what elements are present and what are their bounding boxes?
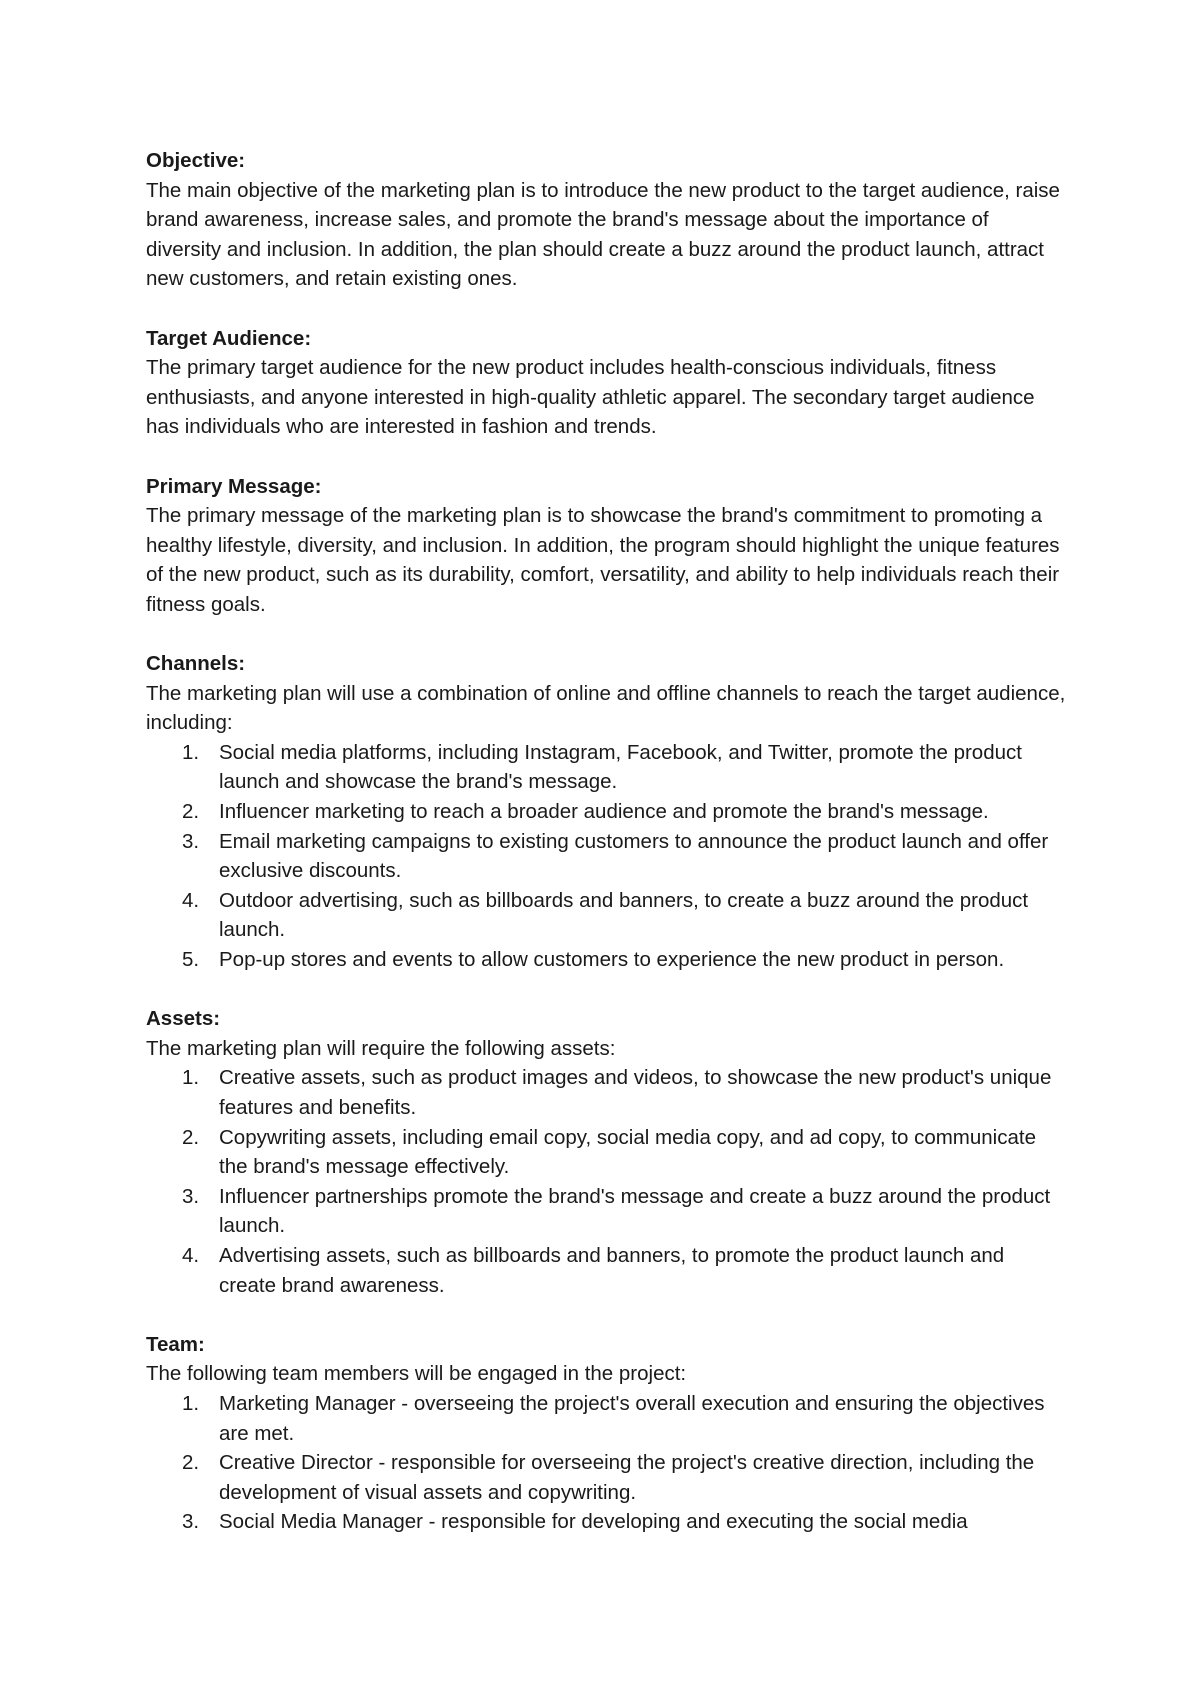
list-item-text: Marketing Manager - overseeing the project's overall execution and ensuring the objectives are met. (219, 1391, 1045, 1445)
section-paragraph: The marketing plan will use a combination of online and offline channels to reach the target audience, including: (146, 681, 1066, 735)
section-team (146, 1330, 1066, 1537)
section-heading: Assets: (146, 1007, 221, 1031)
list-item (146, 1389, 1066, 1448)
section-objective (146, 146, 1066, 294)
section-target-audience (146, 324, 1066, 442)
list-item-text: Creative assets, such as product images and videos, to showcase the new product's unique features and benefits. (219, 1066, 1052, 1119)
list-item-number: 1. (182, 740, 200, 764)
section-paragraph: The marketing plan will require the following assets: (146, 1036, 616, 1060)
list-item (146, 1063, 1066, 1122)
list-item (146, 738, 1066, 797)
list-item-number: 3. (182, 829, 200, 853)
list-item-number: 2. (182, 1125, 200, 1149)
list-item (146, 1507, 1066, 1537)
list-item-text: Outdoor advertising, such as billboards and banners, to create a buzz around the product launch. (219, 888, 1029, 942)
section-paragraph: The primary target audience for the new product includes health-conscious individuals, fitness enthusiasts, and anyone interested in high-quality athletic apparel. The secondary target audience has individuals who are interested in fashion and trends. (146, 356, 1035, 439)
list-item-number: 2. (182, 1451, 200, 1475)
list-item (146, 1241, 1066, 1300)
section-heading: Team: (146, 1332, 205, 1356)
list-item-text: Creative Director - responsible for overseeing the project's creative direction, including the development of visual assets and copywriting. (219, 1451, 1035, 1504)
list-item-text: Social Media Manager - responsible for developing and executing the social media (219, 1510, 968, 1534)
section-paragraph: The following team members will be engaged in the project: (146, 1362, 687, 1386)
list-item (146, 1123, 1066, 1182)
list-item (146, 1448, 1066, 1507)
section-assets (146, 1004, 1066, 1300)
section-heading: Primary Message: (146, 474, 322, 498)
list-item-number: 3. (182, 1510, 200, 1534)
list-item (146, 886, 1066, 945)
list-item-number: 1. (182, 1066, 200, 1090)
list-item (146, 945, 1066, 975)
list-item-text: Advertising assets, such as billboards and banners, to promote the product launch and create brand awareness. (219, 1243, 1005, 1297)
list-item-text: Email marketing campaigns to existing customers to announce the product launch and offer exclusive discounts. (219, 829, 1049, 883)
list-item-text: Social media platforms, including Instagram, Facebook, and Twitter, promote the product launch and showcase the brand's message. (219, 740, 1022, 794)
section-paragraph: The main objective of the marketing plan is to introduce the new product to the target audience, raise brand awareness, increase sales, and promote the brand's message about the importance of diversity and inclusion. In addition, the plan should create a buzz around the product launch, attract new customers, and retain existing ones. (146, 178, 1060, 291)
list-item-number: 3. (182, 1184, 200, 1208)
numbered-list (146, 1389, 1066, 1537)
section-channels (146, 649, 1066, 975)
list-item-text: Influencer partnerships promote the brand's message and create a buzz around the product launch. (219, 1184, 1051, 1238)
list-item-number: 4. (182, 1243, 200, 1267)
list-item-number: 5. (182, 948, 200, 972)
list-item (146, 1182, 1066, 1241)
list-item (146, 827, 1066, 886)
section-paragraph: The primary message of the marketing plan is to showcase the brand's commitment to promoting a healthy lifestyle, diversity, and inclusion. In addition, the program should highlight the unique features of the new product, such as its durability, comfort, versatility, and ability to help individuals reach their fitness goals. (146, 504, 1060, 616)
list-item (146, 797, 1066, 827)
list-item-text: Copywriting assets, including email copy, social media copy, and ad copy, to communicate the brand's message effectively. (219, 1125, 1036, 1179)
list-item-number: 2. (182, 800, 200, 824)
document-page (146, 146, 1066, 1567)
list-item-number: 4. (182, 888, 200, 912)
numbered-list (146, 1063, 1066, 1300)
section-heading: Channels: (146, 652, 246, 676)
list-item-text: Pop-up stores and events to allow customers to experience the new product in person. (219, 948, 1005, 972)
list-item-text: Influencer marketing to reach a broader audience and promote the brand's message. (219, 800, 989, 824)
section-primary-message (146, 472, 1066, 620)
section-heading: Objective: (146, 149, 246, 172)
numbered-list (146, 738, 1066, 975)
section-heading: Target Audience: (146, 326, 312, 350)
list-item-number: 1. (182, 1391, 200, 1415)
